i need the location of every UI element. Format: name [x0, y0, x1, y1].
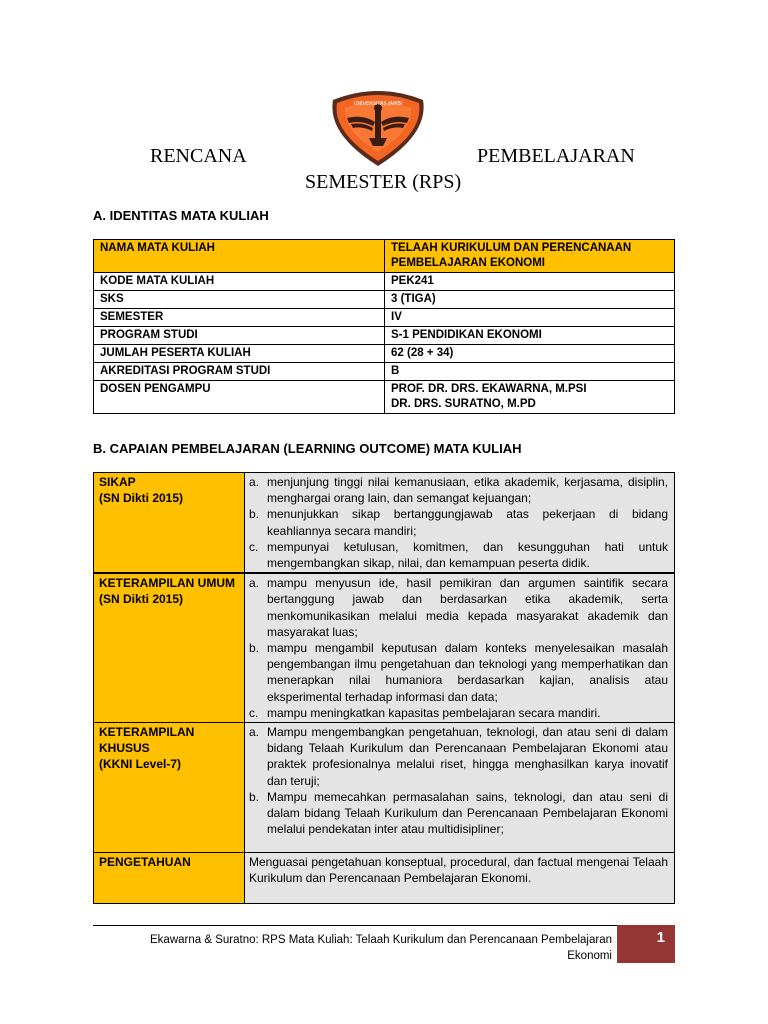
pengetahuan-content: [245, 853, 675, 904]
row-value: IV: [385, 309, 675, 327]
sikap-content: [245, 473, 675, 574]
list-item: a. menjunjung tinggi nilai kemanusiaan, etika akademik, kerjasama, disiplin, menghargai orang lain, dan semangat kejuangan;: [249, 475, 668, 506]
row-label: AKREDITASI PROGRAM STUDI: [94, 363, 385, 381]
keterampilan-umum-label-cell: [94, 573, 245, 722]
title-rencana: RENCANA: [150, 145, 247, 167]
list-item: b. Mampu memecahkan permasalahan sains, teknologi, dan atau seni di dalam bidang Telaah Kurikulum dan Perencanaan Pembelajaran Ekonomi melalui pendekatan inter atau multidisipliner;: [249, 789, 668, 837]
table-row: [94, 473, 675, 574]
row-value: TELAAH KURIKULUM DAN PERENCANAAN PEMBELAJARAN EKONOMI: [385, 240, 675, 273]
list-item: a. Mampu mengembangkan pengetahuan, teknologi, dan atau seni di dalam bidang Telaah Kurikulum dan Perencanaan Pembelajaran Ekonomi atau praktek profesionalnya melalui riset, hingga menghasilkan karya inovatif dan teruji;: [249, 725, 668, 788]
capaian-table: [93, 472, 675, 904]
svg-text:UNIVERSITAS JAMBI: UNIVERSITAS JAMBI: [353, 101, 403, 107]
keterampilan-umum-sublabel: (SN Dikti 2015): [99, 592, 184, 607]
row-value: 62 (28 + 34): [385, 345, 675, 363]
row-label: PROGRAM STUDI: [94, 327, 385, 345]
table-row: [94, 853, 675, 904]
sikap-label: SIKAP: [99, 475, 136, 489]
pengetahuan-label: PENGETAHUAN: [99, 855, 191, 870]
table-row: [94, 363, 675, 381]
footer-divider: [93, 925, 618, 926]
section-b-title: B. CAPAIAN PEMBELAJARAN (LEARNING OUTCOME) MATA KULIAH: [93, 441, 522, 456]
list-item: c. mampu meningkatkan kapasitas pembelajaran secara mandiri.: [249, 705, 601, 720]
footer-text: [130, 932, 612, 964]
row-value: B: [385, 363, 675, 381]
list-item: c. mempunyai ketulusan, komitmen, dan kesungguhan hati untuk mengembangkan sikap, nilai, dan kemampuan peserta didik.: [249, 539, 668, 571]
table-row: [94, 291, 675, 309]
keterampilan-khusus-content: [245, 723, 675, 853]
pengetahuan-text: Menguasai pengetahuan konseptual, procedural, dan factual mengenai Telaah Kurikulum dan Perencanaan Pembelajaran Ekonomi.: [249, 855, 668, 886]
university-logo: [325, 86, 431, 168]
list-item: b. menunjukkan sikap bertanggungjawab atas pekerjaan di bidang keahliannya secara mandiri;: [249, 507, 668, 538]
dosen-1: PROF. DR. DRS. EKAWARNA, M.PSI: [391, 383, 587, 395]
row-label: SEMESTER: [94, 309, 385, 327]
table-row: [94, 273, 675, 291]
keterampilan-khusus-label: KETERAMPILAN KHUSUS: [99, 725, 195, 756]
row-label: KODE MATA KULIAH: [94, 273, 385, 291]
identitas-table: [93, 239, 675, 414]
row-label: SKS: [94, 291, 385, 309]
table-row: [94, 345, 675, 363]
list-item: b. mampu mengambil keputusan dalam konteks menyelesaikan masalah pengembangan ilmu pengetahuan dan teknologi yang memperhatikan dan menerapkan nilai humaniora berdasarkan kajian, analisis atau eksperimental terhadap informasi dan data;: [249, 641, 668, 704]
title-pembelajaran: PEMBELAJARAN: [477, 145, 635, 167]
row-label: DOSEN PENGAMPU: [94, 381, 385, 414]
title-semester: SEMESTER (RPS): [305, 171, 462, 193]
table-row: [94, 573, 675, 722]
keterampilan-umum-label: KETERAMPILAN UMUM: [99, 576, 235, 591]
row-label: JUMLAH PESERTA KULIAH: [94, 345, 385, 363]
sikap-label-cell: [94, 473, 245, 574]
row-value: PEK241: [385, 273, 675, 291]
table-row: [94, 723, 675, 853]
sikap-sublabel: (SN Dikti 2015): [99, 491, 184, 506]
table-row: [94, 309, 675, 327]
footer-line-2: Ekonomi: [567, 950, 612, 962]
page-number: 1: [656, 929, 665, 946]
section-a-title: A. IDENTITAS MATA KULIAH: [93, 208, 269, 223]
list-item: a. mampu menyusun ide, hasil pemikiran dan argumen saintifik secara bertanggung jawab dan berdasarkan etika akademik, serta menkomunikasikan melalui media kepada masyarakat akademik dan masyarakat luas;: [249, 576, 668, 639]
footer-line-1: Ekawarna & Suratno: RPS Mata Kuliah: Telaah Kurikulum dan Perencanaan Pembelajaran: [150, 934, 612, 946]
table-row: [94, 240, 675, 273]
pengetahuan-label-cell: [94, 853, 245, 904]
page-number-box: [617, 925, 675, 963]
table-row: [94, 327, 675, 345]
row-value: 3 (TIGA): [385, 291, 675, 309]
keterampilan-khusus-label-cell: [94, 723, 245, 853]
table-row: [94, 381, 675, 414]
row-label: NAMA MATA KULIAH: [94, 240, 385, 273]
dosen-2: DR. DRS. SURATNO, M.PD: [391, 398, 536, 410]
keterampilan-khusus-sublabel: (KKNI Level-7): [99, 757, 182, 772]
row-value: [385, 381, 675, 414]
keterampilan-umum-content: [245, 573, 675, 722]
row-value: S-1 PENDIDIKAN EKONOMI: [385, 327, 675, 345]
